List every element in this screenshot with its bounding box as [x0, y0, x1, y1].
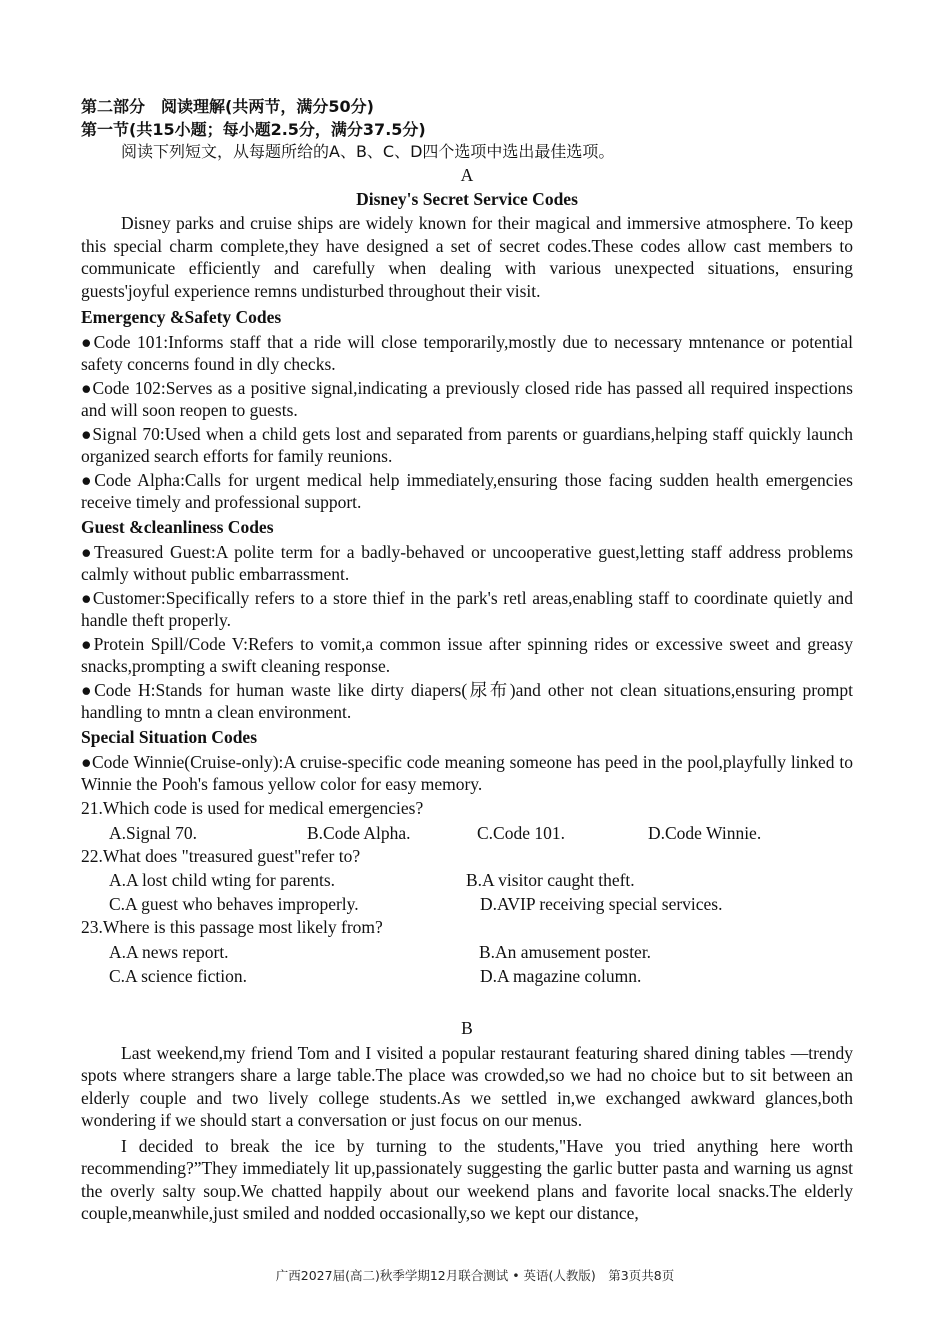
- code-item: ●Code Alpha:Calls for urgent medical help immediately,ensuring those facing sudden health emergencies receive timely and professional support.: [81, 470, 853, 512]
- option-d[interactable]: D.A magazine column.: [480, 965, 642, 986]
- passage-a-letter: A: [460, 164, 474, 185]
- instruction: 阅读下列短文，从每题所给的A、B、C、D四个选项中选出最佳选项。: [121, 142, 615, 161]
- passage-b-letter: B: [461, 1017, 473, 1038]
- passage-b-paragraph: Last weekend,my friend Tom and I visited a popular restaurant featuring shared dining tables —trendy spots where strangers share a large table.The place was crowded,so we had no choice but to sit between an elderly couple and two lively college students.As we settled in,we exchanged awkward glances,both wondering if we should start a conversation or just focus on our menus.: [81, 1042, 853, 1130]
- question-stem-21: 21.Which code is used for medical emergencies?: [81, 798, 424, 818]
- option-a[interactable]: A.A news report.: [109, 941, 229, 962]
- option-c[interactable]: C.Code 101.: [477, 822, 565, 843]
- question-stem-22: 22.What does "treasured guest"refer to?: [81, 845, 361, 866]
- exam-page: [81, 96, 853, 1228]
- question-options-22-row2: [81, 892, 853, 916]
- passage-b-paragraph: I decided to break the ice by turning to the students,"Have you tried anything here worth recommending?”They immediately lit up,passionately suggesting the garlic butter pasta and warning us agnst the overly salty soup.We chatted happily about our weekend plans and favorite local snacks.The elderly couple,meanwhile,just smiled and nodded occasionally,so we kept our distance,: [81, 1135, 853, 1223]
- section-title: 第一节(共15小题；每小题2.5分，满分37.5分): [81, 119, 426, 139]
- option-b[interactable]: B.An amusement poster.: [479, 941, 652, 962]
- spacer: [81, 988, 853, 1014]
- option-d[interactable]: D.AVIP receiving special services.: [480, 894, 723, 914]
- option-a[interactable]: A.A lost child wting for parents.: [109, 870, 336, 890]
- section-heading-special: Special Situation Codes: [81, 727, 257, 747]
- passage-a-intro: Disney parks and cruise ships are widely known for their magical and immersive atmosphere. To keep this special charm complete,they have designed a set of secret codes.These codes allow cast members to communicate efficiently and carefully when dealing with various unexpected situations, ensuring guests'joyful experience remns undisturbed throughout their visit.: [81, 213, 853, 301]
- option-b[interactable]: B.A visitor caught theft.: [466, 870, 635, 890]
- code-item: ●Code H:Stands for human waste like dirty diapers(尿布)and other not clean situations,ensuring prompt handling to mntn a clean environment.: [81, 680, 853, 722]
- question-options-23: [81, 940, 853, 964]
- code-item: ●Code 101:Informs staff that a ride will close temporarily,mostly due to necessary mntenance or potential safety concerns found in dly checks.: [81, 332, 853, 374]
- option-d[interactable]: D.Code Winnie.: [648, 822, 762, 843]
- passage-a-title: Disney's Secret Service Codes: [356, 189, 578, 209]
- code-item: ●Customer:Specifically refers to a store thief in the park's retl areas,enabling staff to coordinate quietly and handle theft properly.: [81, 588, 853, 630]
- page-footer: 广西2027届(高二)秋季学期12月联合测试 • 英语(人教版) 第3页共8页: [275, 1268, 675, 1283]
- option-b[interactable]: B.Code Alpha.: [307, 822, 411, 843]
- code-item: ●Code Winnie(Cruise-only):A cruise-specific code meaning someone has peed in the pool,playfully linked to Winnie the Pooh's famous yellow color for easy memory.: [81, 752, 853, 794]
- code-item: ●Treasured Guest:A polite term for a badly-behaved or uncooperative guest,letting staff address problems calmly without public embarrassment.: [81, 542, 853, 584]
- option-c[interactable]: C.A science fiction.: [109, 965, 248, 986]
- part-title: 第二部分 阅读理解(共两节，满分50分): [81, 97, 374, 116]
- option-a[interactable]: A.Signal 70.: [109, 822, 197, 843]
- question-options-21: [81, 821, 853, 845]
- code-item: ●Protein Spill/Code V:Refers to vomit,a common issue after spinning rides or excessive sweet and greasy snacks,prompting a swift cleaning response.: [81, 634, 853, 676]
- section-heading-emergency: Emergency &Safety Codes: [81, 307, 282, 327]
- question-stem-23: 23.Where is this passage most likely from?: [81, 917, 383, 937]
- code-item: ●Signal 70:Used when a child gets lost and separated from parents or guardians,helping staff quickly launch organized search efforts for family reunions.: [81, 424, 853, 466]
- question-options-22: [81, 868, 853, 892]
- question-options-23-row2: [81, 964, 853, 988]
- section-heading-guest: Guest &cleanliness Codes: [81, 517, 274, 537]
- option-c[interactable]: C.A guest who behaves improperly.: [109, 894, 359, 914]
- code-item: ●Code 102:Serves as a positive signal,indicating a previously closed ride has passed all required inspections and will soon reopen to guests.: [81, 378, 853, 420]
